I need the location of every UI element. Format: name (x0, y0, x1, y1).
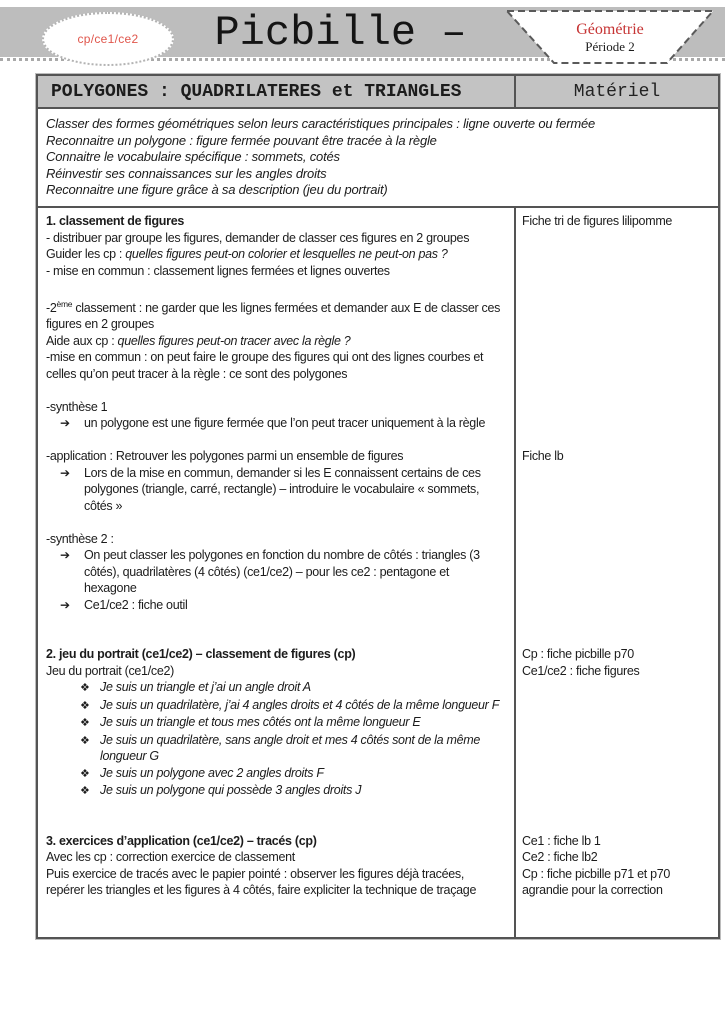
objective-line: Connaitre le vocabulaire spécifique : sommets, cotés (46, 149, 340, 164)
level-badge (42, 12, 174, 66)
spacer (46, 382, 504, 399)
lesson-line: Guider les cp : quelles figures peut-on colorier et lesquelles ne peut-on pas ? (46, 247, 448, 261)
lesson-line: Aide aux cp : quelles figures peut-on tracer avec la règle ? (46, 333, 351, 348)
synthese-2-item: ➔ On peut classer les polygones en fonction du nombre de côtés : triangles (3 côtés), quadrilatères (4 côtés) (ce1/ce2) – pour les ce2 : pentagone et hexagone (60, 548, 480, 596)
material-note: Cp : fiche picbille p70 (522, 647, 634, 662)
bullet-icon: ❖ (80, 766, 90, 780)
spacer (46, 514, 504, 531)
section-1-materials (516, 208, 718, 448)
application-line: -application : Retrouver les polygones parmi un ensemble de figures (46, 449, 404, 464)
material-note: Ce1/ce2 : fiche figures (522, 663, 640, 678)
ribbon-text (502, 21, 718, 55)
synthese-2-content (38, 531, 516, 647)
section-3-materials (516, 833, 718, 937)
ribbon-period: Période 2 (585, 39, 635, 54)
spacer (46, 816, 504, 833)
lesson-line: - mise en commun : classement lignes fermées et lignes ouvertes (46, 263, 390, 278)
page-title: Picbille – (214, 9, 467, 57)
section-3-heading: 3. exercices d’application (ce1/ce2) – tracés (cp) (46, 833, 317, 848)
material-note: Ce1 : fiche lb 1 (522, 833, 601, 848)
section-1-heading: 1. classement de figures (46, 214, 185, 228)
synthese-1-label: -synthèse 1 (46, 399, 108, 414)
application-content (38, 448, 516, 531)
objective-line: Réinvestir ses connaissances sur les angles droits (46, 165, 327, 181)
portrait-clue: ❖ Je suis un quadrilatère, sans angle droit et mes 4 côtés sont de la même longueur G (80, 732, 481, 764)
lesson-line: -2ème classement : ne garder que les lignes fermées et demander aux E de classer ces figures en 2 groupes (46, 298, 501, 332)
spacer (46, 613, 504, 630)
synthese-2-item: ➔ Ce1/ce2 : fiche outil (60, 597, 188, 612)
portrait-clue: ❖ Je suis un triangle et tous mes côtés ont la même longueur E (80, 714, 504, 732)
application-row (38, 448, 718, 531)
lesson-table (36, 74, 720, 939)
section-1-content (38, 208, 516, 448)
material-note: Fiche tri de figures lilipomme (522, 214, 673, 228)
spacer (46, 800, 504, 817)
application-item: ➔ Lors de la mise en commun, demander si les E connaissent certains de ces polygones (triangle, carré, rectangle) – introduire le vocabulaire « sommets, côtés » (60, 465, 481, 513)
objective-line: Reconnaitre un polygone : figure fermée pouvant être tracée à la règle (46, 132, 437, 148)
ribbon-subject: Géométrie (576, 21, 644, 38)
section-2-heading: 2. jeu du portrait (ce1/ce2) – classement de figures (cp) (46, 647, 356, 662)
table-title: POLYGONES : QUADRILATERES et TRIANGLES (38, 76, 516, 107)
synthese-1-item: ➔ un polygone est une figure fermée que l’on peut tracer uniquement à la règle (60, 416, 486, 431)
table-header-row (38, 76, 718, 109)
arrow-icon: ➔ (60, 416, 70, 431)
bullet-icon: ❖ (80, 698, 90, 712)
synthese-2-materials (516, 531, 718, 647)
section-3-content (38, 833, 516, 937)
section-1-row (38, 208, 718, 448)
table-body (38, 208, 718, 937)
bullet-icon: ❖ (80, 733, 90, 747)
portrait-clue: ❖ Je suis un polygone avec 2 angles droits F (80, 765, 504, 783)
section-2-row (38, 646, 718, 833)
portrait-clue: ❖ Je suis un polygone qui possède 3 angles droits J (80, 782, 504, 800)
bullet-icon: ❖ (80, 784, 90, 798)
material-note: Ce2 : fiche lb2 (522, 850, 598, 865)
subject-ribbon (502, 8, 718, 66)
synthese-2-label: -synthèse 2 : (46, 531, 114, 546)
bullet-icon: ❖ (80, 681, 90, 695)
synthese-2-row (38, 531, 718, 647)
level-badge-label: cp/ce1/ce2 (77, 32, 139, 46)
materiel-column-header: Matériel (573, 81, 661, 102)
material-note: Fiche lb (522, 449, 564, 464)
spacer (46, 432, 504, 449)
objectives-block (38, 109, 718, 208)
section-2-subheading: Jeu du portrait (ce1/ce2) (46, 663, 174, 678)
arrow-icon: ➔ (60, 548, 70, 563)
lesson-line: Puis exercice de tracés avec le papier pointé : observer les figures déjà tracées, repérer les triangles et les figures à 4 côtés, faire expliciter la technique de traçage (46, 866, 477, 898)
arrow-icon: ➔ (60, 465, 70, 480)
lesson-line: -mise en commun : on peut faire le groupe des figures qui ont des lignes courbes et celles qu’on peut tracer à la règle : ce sont des polygones (46, 350, 484, 381)
lesson-line: - distribuer par groupe les figures, demander de classer ces figures en 2 groupes (46, 230, 470, 245)
portrait-clue: ❖ Je suis un triangle et j’ai un angle droit A (80, 679, 504, 697)
material-note: Cp : fiche picbille p71 et p70 agrandie pour la correction (522, 866, 671, 898)
lesson-line: Avec les cp : correction exercice de classement (46, 850, 295, 865)
portrait-clue: ❖ Je suis un quadrilatère, j’ai 4 angles droits et 4 côtés de la même longueur F (80, 697, 504, 715)
section-2-materials (516, 646, 718, 833)
spacer (46, 279, 504, 296)
bullet-icon: ❖ (80, 716, 90, 730)
arrow-icon: ➔ (60, 597, 70, 612)
objective-line: Classer des formes géométriques selon leurs caractéristiques principales : ligne ouverte ou fermée (46, 116, 596, 131)
spacer (46, 630, 504, 647)
objective-line: Reconnaitre une figure grâce à sa description (jeu du portrait) (46, 182, 388, 197)
section-3-row (38, 833, 718, 937)
application-materials (516, 448, 718, 531)
section-2-content (38, 646, 516, 833)
